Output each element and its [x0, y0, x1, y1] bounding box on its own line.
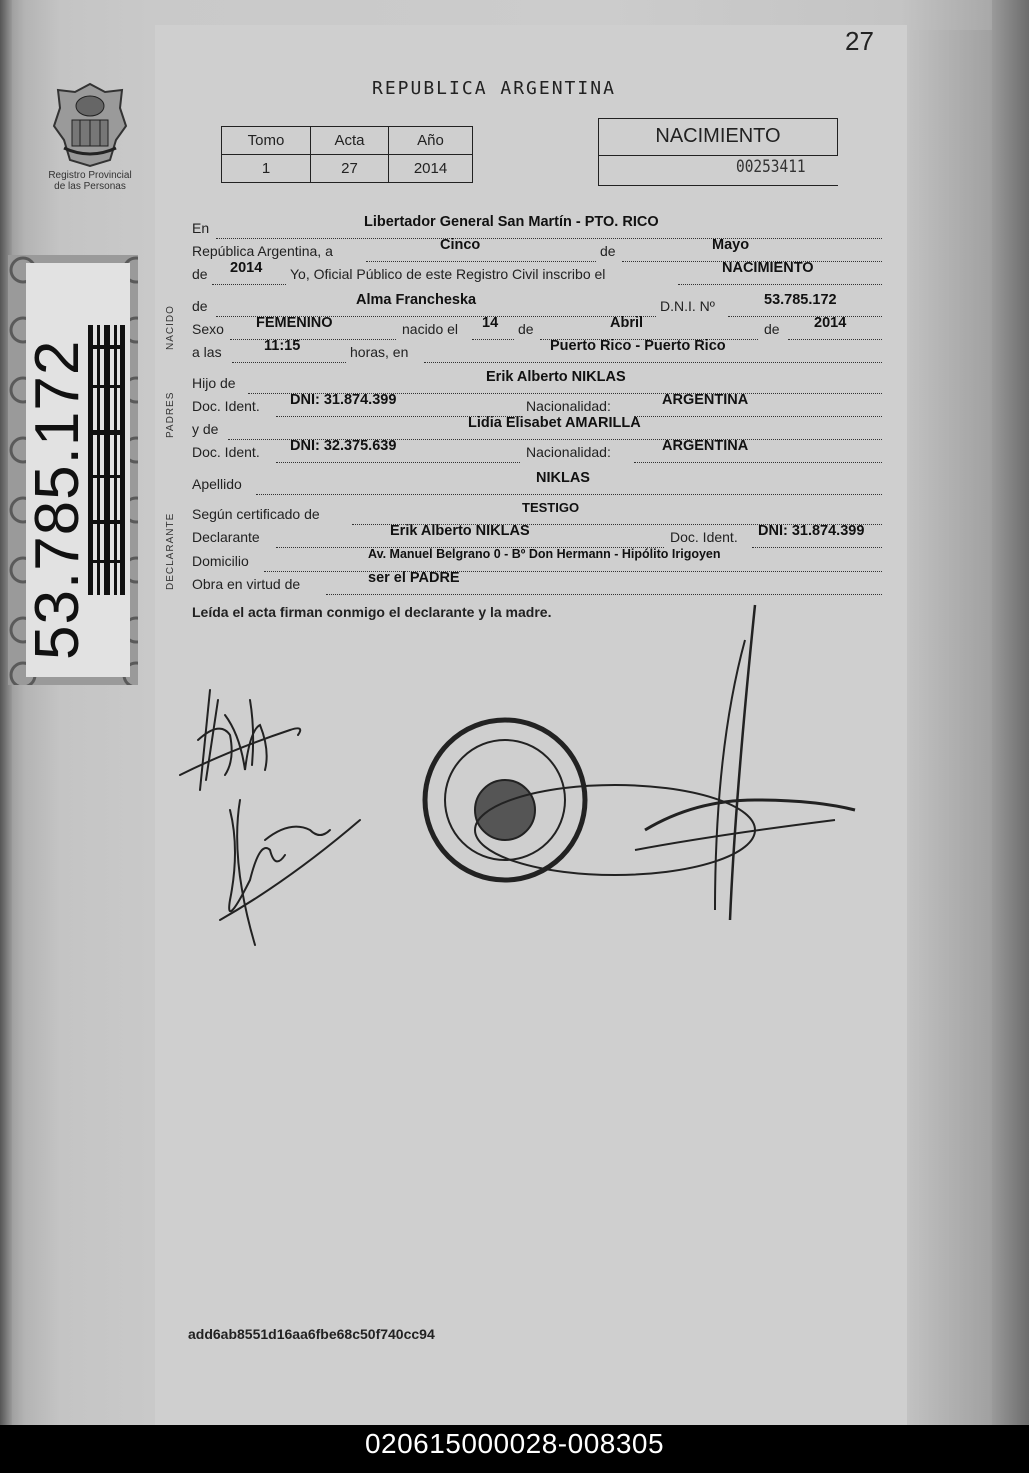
field-row-sexo [192, 315, 847, 343]
value-nombre: Alma Francheska [356, 292, 477, 308]
field-row-apellido [192, 470, 590, 498]
label-hijo-de: Hijo de [192, 375, 236, 391]
value-domicilio: Av. Manuel Belgrano 0 - Bº Don Hermann - Hipólito Irigoyen [368, 547, 721, 561]
value-madre-nac: ARGENTINA [662, 438, 749, 454]
value-padre: Erik Alberto NIKLAS [486, 369, 626, 385]
field-row-domicilio [192, 547, 721, 575]
label-de-year: de [192, 266, 208, 282]
side-label-declarante: DECLARANTE [165, 512, 176, 590]
value-certificado: TESTIGO [522, 500, 580, 515]
value-declarante-doc: DNI: 31.874.399 [758, 523, 865, 539]
field-row-lugar [192, 214, 659, 242]
field-row-madre [192, 415, 641, 443]
value-padre-nac: ARGENTINA [662, 392, 749, 408]
value-dia: Cinco [440, 237, 481, 253]
field-row-hora [192, 338, 726, 366]
value-obra: ser el PADRE [368, 570, 460, 586]
label-doc-ident2: Doc. Ident. [192, 444, 260, 460]
closing-statement: Leída el acta firman conmigo el declarante y la madre. [192, 604, 552, 620]
table-header-row [222, 127, 473, 155]
value-dni: 53.785.172 [764, 292, 837, 308]
value-sexo: FEMENINO [256, 315, 333, 331]
field-row-obra [192, 570, 460, 598]
book-edge [992, 0, 1029, 1425]
label-de-name: de [192, 298, 208, 314]
field-row-nombre [192, 292, 837, 320]
registry-seal-icon [50, 78, 130, 170]
field-row-anio [192, 260, 814, 288]
value-anio-nac: 2014 [814, 315, 847, 331]
field-row-padre-doc [192, 392, 749, 420]
label-nacionalidad: Nacionalidad: [526, 398, 611, 414]
value-madre: Lidia Elisabet AMARILLA [468, 415, 641, 431]
record-type: NACIMIENTO [598, 118, 838, 156]
value-madre-doc: DNI: 32.375.639 [290, 438, 397, 454]
label-declarante: Declarante [192, 529, 260, 545]
value-mes: Mayo [712, 237, 750, 253]
header-acta: Acta [311, 127, 389, 155]
field-row-certificado [192, 500, 580, 528]
value-tipo: NACIMIENTO [722, 260, 814, 276]
field-row-fecha [192, 237, 750, 265]
value-lugar-nac: Puerto Rico - Puerto Rico [550, 338, 726, 354]
label-oficial: Yo, Oficial Público de este Registro Civil inscribo el [290, 266, 606, 282]
label-de: de [600, 243, 616, 259]
record-number: 00253411 [736, 157, 806, 177]
signature-left-icon [170, 680, 370, 950]
value-apellido: NIKLAS [536, 470, 590, 486]
field-row-madre-doc [192, 438, 749, 466]
label-domicilio: Domicilio [192, 553, 249, 569]
label-sexo: Sexo [192, 321, 224, 337]
label-a-las: a las [192, 344, 222, 360]
table-value-row [222, 155, 473, 183]
value-hora: 11:15 [264, 338, 301, 354]
label-horas-en: horas, en [350, 344, 409, 360]
label-nacido-el: nacido el [402, 321, 459, 337]
header-anio: Año [389, 127, 473, 155]
label-de-year2: de [764, 321, 780, 337]
registry-label: Registro Provincial de las Personas [48, 170, 132, 192]
page-shadow [905, 30, 995, 1425]
value-dia-nac: 14 [482, 315, 499, 331]
label-obra: Obra en virtud de [192, 576, 301, 592]
label-en: En [192, 220, 210, 236]
document-hash: add6ab8551d16aa6fbe68c50f740cc94 [188, 1326, 435, 1342]
header-tomo: Tomo [222, 127, 311, 155]
country-title: REPUBLICA ARGENTINA [372, 78, 616, 99]
value-mes-nac: Abril [610, 315, 644, 331]
label-y-de: y de [192, 421, 219, 437]
label-dni: D.N.I. Nº [660, 298, 715, 314]
label-segun: Según certificado de [192, 506, 320, 522]
book-spine [0, 0, 12, 1425]
label-de-month: de [518, 321, 534, 337]
side-label-nacido: NACIDO [165, 305, 176, 350]
label-apellido: Apellido [192, 476, 242, 492]
value-padre-doc: DNI: 31.874.399 [290, 392, 397, 408]
field-row-declarante [192, 523, 865, 551]
label-doc-ident: Doc. Ident. [192, 398, 260, 414]
value-anio: 2014 [230, 260, 263, 276]
value-anio: 2014 [389, 155, 473, 183]
footer-barcode-number: 020615000028-008305 [0, 1425, 1029, 1473]
official-stamp-icon [415, 600, 875, 930]
side-label-padres: PADRES [165, 391, 176, 438]
sticker-dni-number: 53.785.172 [23, 339, 92, 660]
value-acta: 27 [311, 155, 389, 183]
page-number: 27 [845, 26, 874, 56]
value-declarante: Erik Alberto NIKLAS [390, 523, 530, 539]
label-republica: República Argentina, a [192, 243, 333, 259]
label-doc-ident3: Doc. Ident. [670, 529, 738, 545]
value-lugar: Libertador General San Martín - PTO. RICO [364, 214, 659, 230]
label-nacionalidad2: Nacionalidad: [526, 444, 611, 460]
field-row-padre [192, 369, 626, 397]
value-tomo: 1 [222, 155, 311, 183]
tomo-acta-anio-table [221, 126, 473, 183]
